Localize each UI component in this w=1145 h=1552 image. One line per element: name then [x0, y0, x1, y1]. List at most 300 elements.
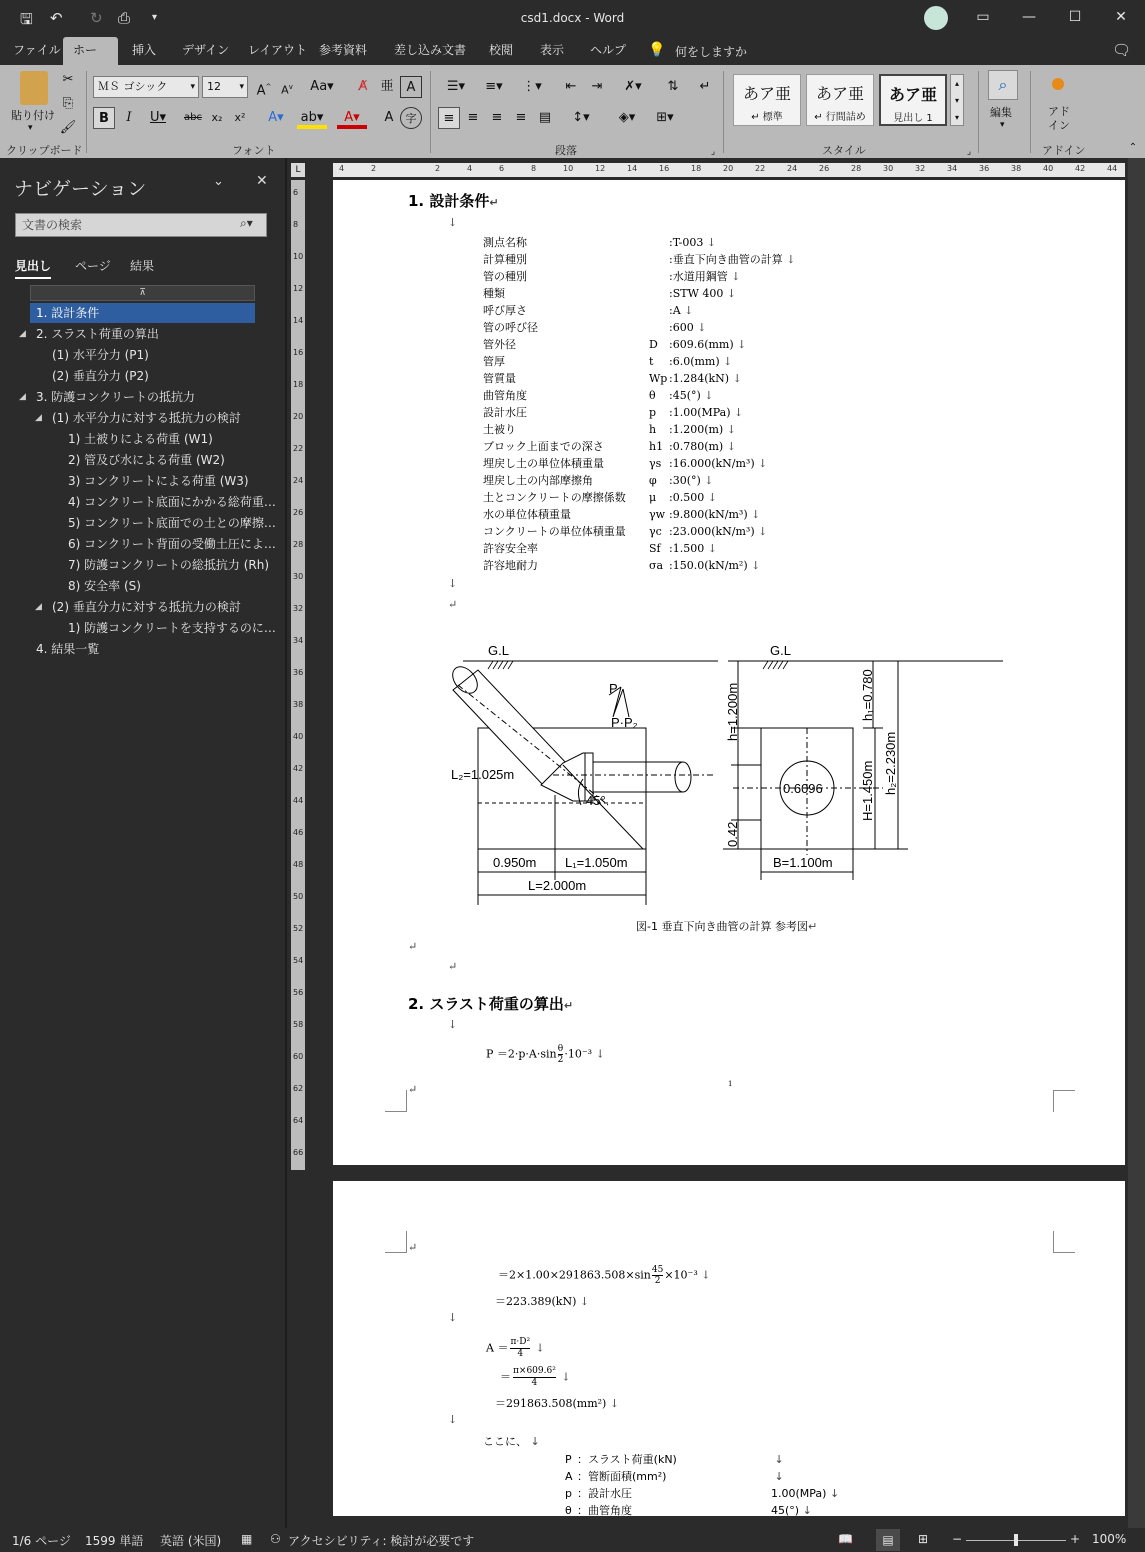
nav-options-icon[interactable]: ⌄	[213, 174, 224, 189]
web-layout-icon[interactable]: ⊞	[918, 1532, 929, 1546]
condition-value: :A	[669, 304, 681, 317]
pane-divider[interactable]	[285, 158, 287, 1528]
fraction-numerator: 45	[651, 1265, 664, 1275]
definition-row[interactable]	[565, 1468, 784, 1484]
line-spacing-icon[interactable]: ↕▾	[572, 110, 590, 125]
paragraph-mark: ↵	[448, 960, 458, 973]
thrust-formula[interactable]	[486, 1044, 605, 1065]
align-center-button[interactable]: ≡	[467, 110, 479, 125]
nav-item[interactable]: (1) 水平分力に対する抵抗力の検討	[52, 411, 241, 425]
condition-label: 管の種別	[483, 270, 527, 283]
font-color-icon[interactable]: A▾	[337, 107, 367, 129]
show-marks-icon[interactable]: ↵	[699, 79, 711, 94]
line-break-mark: ↓	[754, 457, 768, 470]
ruler-tick-label: 58	[293, 1020, 304, 1029]
area-result[interactable]	[495, 1395, 619, 1411]
ruler-tick-label: 32	[293, 604, 304, 613]
formula-line-2[interactable]	[495, 1293, 589, 1309]
character-border-icon[interactable]: A	[400, 76, 422, 98]
tab-home[interactable]: ホー	[63, 37, 118, 65]
line-break-mark: ↓	[826, 1487, 840, 1500]
collapse-caret-icon[interactable]: ◢	[19, 392, 26, 402]
sort-icon[interactable]: ⇅	[667, 79, 679, 94]
separator	[430, 71, 431, 153]
ruler-tick-label: 44	[1107, 164, 1118, 173]
document-page-2[interactable]	[333, 1181, 1125, 1516]
nav-tab-headings[interactable]: 見出し	[15, 257, 51, 279]
maximize-button[interactable]: ☐	[1068, 9, 1082, 25]
minimize-button[interactable]: —	[1022, 9, 1036, 25]
subscript-button[interactable]: x₂	[211, 111, 223, 124]
paragraph-launcher-icon[interactable]: ⌟	[710, 147, 716, 157]
align-right-button[interactable]: ≡	[491, 110, 503, 125]
undo-icon[interactable]: ↶	[50, 9, 63, 27]
definition-text: ：曲管角度	[577, 1504, 632, 1517]
phonetic-guide-icon[interactable]: 亜	[380, 79, 394, 94]
justify-button[interactable]: ≡	[515, 110, 527, 125]
collapse-caret-icon[interactable]: ◢	[19, 329, 26, 339]
line-break-mark: ↓	[557, 1370, 571, 1384]
condition-label: 土とコンクリートの摩擦係数	[483, 491, 626, 504]
line-break-mark: ↓	[723, 440, 736, 453]
line-break-mark: ↓	[592, 1047, 605, 1061]
formula-text: ＝291863.508(mm²)	[495, 1397, 607, 1410]
tell-me-search[interactable]: 何をしますか	[675, 45, 748, 59]
line-break-mark: ↓	[723, 287, 737, 300]
condition-row[interactable]	[483, 302, 693, 318]
condition-row[interactable]	[483, 523, 767, 539]
nav-item[interactable]: 1) 防護コンクリートを支持するのに…	[68, 621, 276, 635]
condition-value: :150.0(kN/m²)	[669, 559, 748, 572]
figure-caption[interactable]	[636, 918, 817, 934]
tab-file[interactable]: ファイル	[13, 43, 61, 57]
margin-corner	[385, 1231, 407, 1253]
condition-value: :0.500	[669, 491, 705, 504]
formula-line-1[interactable]	[498, 1265, 710, 1286]
condition-label: 埋戻し土の内部摩擦角	[483, 474, 593, 487]
condition-row[interactable]	[483, 540, 717, 556]
nav-item[interactable]: 2. スラスト荷重の算出	[36, 327, 159, 341]
text-effects-icon[interactable]: A▾	[268, 110, 284, 125]
condition-symbol: Wp	[649, 372, 668, 385]
formula-text: A ＝	[486, 1341, 509, 1355]
nav-item[interactable]: 3) コンクリートによる荷重 (W3)	[68, 474, 249, 488]
heading-text: 2. スラスト荷重の算出	[408, 995, 564, 1013]
condition-row[interactable]	[483, 472, 714, 488]
collapse-all-icon[interactable]: ⊼	[30, 285, 255, 301]
ribbon-display-icon[interactable]: ▭	[976, 9, 990, 25]
collapse-caret-icon[interactable]: ◢	[35, 413, 42, 423]
collapse-ribbon-icon[interactable]: ⌃	[1128, 142, 1138, 153]
ruler-tick-label: 26	[293, 508, 304, 517]
separator	[86, 71, 87, 153]
ruler-tick-label: 28	[851, 164, 862, 173]
font-name-select[interactable]	[93, 76, 199, 98]
gl-right-label: G.L	[770, 643, 791, 658]
condition-label: 許容安全率	[483, 542, 538, 555]
search-input[interactable]: 文書の検索	[15, 213, 267, 237]
style-no-spacing[interactable]	[806, 74, 874, 126]
condition-row[interactable]	[483, 285, 736, 301]
nav-item[interactable]: 1) 土被りによる荷重 (W1)	[68, 432, 213, 446]
ruler-tick-label: 48	[293, 860, 304, 869]
condition-label: 水の単位体積重量	[483, 508, 571, 521]
editing-button[interactable]: 編集	[990, 106, 1012, 119]
ruler-tick-label: 64	[293, 1116, 304, 1125]
navigation-pane	[0, 158, 285, 1528]
fraction-denominator: 4	[531, 1378, 538, 1388]
save-icon[interactable]: 🖫	[20, 10, 33, 28]
fraction-denominator: 2	[654, 1276, 661, 1286]
definition-row[interactable]	[565, 1485, 839, 1501]
line-break-mark: ↓	[448, 1413, 458, 1426]
underline-button[interactable]: U▾	[149, 110, 167, 125]
condition-symbol: μ	[649, 491, 657, 504]
tab-mailings[interactable]: 差し込み文書	[394, 43, 467, 57]
formula-fraction	[558, 1044, 564, 1065]
superscript-button[interactable]: x²	[234, 111, 246, 124]
condition-symbol: p	[649, 406, 657, 419]
ruler-tick-label: 20	[293, 412, 304, 421]
l-label: L=2.000m	[528, 878, 587, 893]
condition-row[interactable]	[483, 353, 732, 369]
line-break-mark: ↓	[704, 542, 717, 555]
customize-qat-icon[interactable]: ▾	[152, 12, 158, 23]
line-break-mark: ↓	[606, 1397, 620, 1410]
condition-row[interactable]	[483, 557, 760, 573]
nav-item[interactable]: 7) 防護コンクリートの総抵抗力 (Rh)	[68, 558, 270, 572]
clear-formatting-icon[interactable]: A̸	[358, 79, 368, 94]
condition-row[interactable]	[483, 319, 706, 335]
condition-row[interactable]	[483, 370, 742, 386]
page-count[interactable]: 1/6 ページ	[12, 1534, 71, 1548]
document-name: csd1.docx	[520, 11, 582, 25]
page-number: 1	[728, 1080, 733, 1088]
paste-icon[interactable]	[20, 71, 48, 105]
definition-text: ：スラスト荷重(kN)	[577, 1453, 677, 1466]
accessibility-status[interactable]: アクセシビリティ: 検討が必要です	[288, 1534, 475, 1548]
group-clipboard: クリップボード	[6, 144, 83, 157]
paragraph-mark: ↵	[408, 1241, 418, 1254]
separator	[723, 71, 724, 153]
h-label: h=1.200m	[725, 682, 740, 741]
line-break-mark: ↓	[782, 253, 796, 266]
avatar[interactable]	[924, 6, 948, 30]
condition-symbol: γs	[649, 457, 662, 470]
app-name: Word	[593, 11, 625, 25]
paste-button-label[interactable]: 貼り付け	[11, 109, 55, 122]
condition-label: 管の呼び径	[483, 321, 538, 334]
condition-label: 埋戻し土の単位体積重量	[483, 457, 604, 470]
ruler-tick-label: 30	[293, 572, 304, 581]
tab-selector[interactable]: L	[291, 163, 305, 177]
condition-label: 測点名称	[483, 236, 527, 249]
copy-icon[interactable]: ⎘	[62, 96, 74, 111]
print-preview-icon[interactable]: ⎙	[118, 9, 131, 27]
ruler-tick-label: 56	[293, 988, 304, 997]
zoom-level[interactable]: 100%	[1092, 1532, 1127, 1546]
condition-symbol: σa	[649, 559, 664, 572]
nav-item[interactable]: (2) 垂直分力 (P2)	[52, 369, 149, 383]
style-name: ↵ 標準	[751, 112, 783, 123]
ruler-tick-label: 14	[627, 164, 638, 173]
condition-row[interactable]	[483, 455, 767, 471]
tab-view[interactable]: 表示	[540, 43, 565, 57]
paste-dropdown-icon[interactable]: ▾	[28, 123, 33, 133]
heading-design-conditions[interactable]	[408, 190, 499, 211]
nav-item[interactable]: 5) コンクリート底面での土との摩擦…	[68, 516, 276, 530]
shading-icon[interactable]: ◈▾	[618, 110, 636, 125]
h1-label: h₁=0.780	[860, 669, 875, 721]
grow-font-icon[interactable]: A^	[256, 83, 272, 99]
ruler-tick-label: 44	[293, 796, 304, 805]
condition-row[interactable]	[483, 387, 714, 403]
change-case-icon[interactable]: Aa▾	[310, 79, 334, 94]
separator	[978, 71, 979, 153]
ruler-tick-label: 2	[435, 164, 441, 173]
ruler-tick-label: 16	[659, 164, 670, 173]
chevron-down-icon: ▾	[239, 82, 244, 92]
cut-icon[interactable]: ✂	[62, 72, 74, 87]
ruler-tick-label: 4	[467, 164, 473, 173]
paragraph-mark: ↵	[448, 598, 458, 611]
definition-symbol: θ	[565, 1504, 572, 1517]
tab-layout[interactable]: レイアウト	[248, 43, 308, 57]
tab-help[interactable]: ヘルプ	[590, 43, 627, 57]
ruler-tick-label: 60	[293, 1052, 304, 1061]
condition-row[interactable]	[483, 268, 740, 284]
word-count[interactable]: 1599 単語	[85, 1534, 144, 1548]
ruler-tick-label: 8	[293, 220, 299, 229]
ruler-tick-label: 6	[293, 188, 299, 197]
ruler-tick-label: 32	[915, 164, 926, 173]
definition-symbol: P	[565, 1453, 572, 1466]
line-break-mark: ↓	[700, 474, 714, 487]
nav-item[interactable]: 2) 管及び水による荷重 (W2)	[68, 453, 225, 467]
area-formula[interactable]	[486, 1337, 545, 1360]
ruler-tick-label: 6	[499, 164, 505, 173]
ruler-tick-label: 12	[595, 164, 606, 173]
horizontal-ruler[interactable]	[333, 163, 1125, 177]
bullets-icon[interactable]: ☰▾	[446, 79, 466, 94]
nav-item[interactable]: 4. 結果一覧	[36, 642, 100, 656]
width-label: 0.950m	[493, 855, 537, 870]
format-painter-icon[interactable]: 🖌	[59, 120, 77, 135]
formula-text: ＝	[500, 1370, 511, 1384]
styles-launcher-icon[interactable]: ⌟	[966, 147, 972, 157]
definition-row[interactable]	[565, 1451, 784, 1467]
style-normal[interactable]	[733, 74, 801, 126]
nav-tab-pages[interactable]: ページ	[75, 259, 111, 273]
formula-text: P ＝2·p·A·sin	[486, 1047, 557, 1061]
h2-label: h₂=2.230m	[883, 731, 898, 795]
condition-value: :1.500	[669, 542, 705, 555]
ruler-tick-label: 40	[293, 732, 304, 741]
line-break-mark: ↓	[532, 1341, 545, 1355]
addins-button[interactable]: アド イン	[1048, 105, 1070, 132]
fraction-numerator: θ	[557, 1044, 564, 1054]
condition-value: :23.000(kN/m³)	[669, 525, 755, 538]
collapse-caret-icon[interactable]: ◢	[35, 602, 42, 612]
definition-symbol: A	[565, 1470, 573, 1483]
ruler-tick-label: 34	[293, 636, 304, 645]
enclosed-character-icon[interactable]: 字	[400, 107, 422, 129]
fraction-numerator: π·D²	[510, 1337, 531, 1347]
heading-thrust-load[interactable]	[408, 993, 573, 1014]
nav-item[interactable]: 4) コンクリート底面にかかる総荷重…	[68, 495, 276, 509]
gl-left-label: G.L	[488, 643, 509, 658]
zoom-in-icon[interactable]: +	[1070, 1532, 1081, 1546]
nav-item[interactable]: 6) コンクリート背面の受働土圧によ…	[68, 537, 276, 551]
line-break-mark: ↓	[693, 321, 707, 334]
multilevel-list-icon[interactable]: ⋮▾	[522, 79, 542, 94]
condition-label: 管質量	[483, 372, 516, 385]
ribbon	[0, 65, 1145, 158]
enclose-character-icon[interactable]: A	[384, 110, 394, 125]
condition-symbol: γw	[649, 508, 665, 521]
margin-corner	[1053, 1090, 1075, 1112]
addins-icon[interactable]	[1052, 78, 1064, 90]
definition-row[interactable]	[565, 1502, 812, 1518]
text-direction-icon[interactable]: ✗▾	[624, 79, 642, 94]
bold-button[interactable]: B	[93, 107, 115, 129]
condition-label: 計算種別	[483, 253, 527, 266]
condition-row[interactable]	[483, 489, 717, 505]
condition-row[interactable]	[483, 421, 736, 437]
zoom-out-icon[interactable]: −	[952, 1532, 963, 1546]
formula-fraction	[513, 1366, 556, 1389]
condition-row[interactable]	[483, 251, 795, 267]
diameter-label: 0.6096	[783, 781, 823, 796]
distributed-button[interactable]: ▤	[538, 110, 552, 125]
style-name: 見出し 1	[893, 113, 933, 124]
line-break-mark: ↓	[576, 1295, 590, 1308]
close-button[interactable]: ✕	[1115, 9, 1127, 25]
ruler-tick-label: 42	[1075, 164, 1086, 173]
read-mode-icon[interactable]: 📖	[838, 1532, 853, 1546]
nav-item[interactable]: 8) 安全率 (S)	[68, 579, 141, 593]
condition-value: :STW 400	[669, 287, 724, 300]
strikethrough-button[interactable]: abc	[184, 112, 202, 123]
line-break-mark: ↓	[680, 304, 694, 317]
condition-symbol: h	[649, 423, 657, 436]
condition-value: :1.200(m)	[669, 423, 724, 436]
condition-label: 曲管角度	[483, 389, 527, 402]
condition-value: :1.284(kN)	[669, 372, 730, 385]
condition-row[interactable]	[483, 234, 716, 250]
style-heading1[interactable]	[879, 74, 947, 126]
highlight-color-icon[interactable]: ab▾	[297, 107, 327, 129]
font-size-select[interactable]	[202, 76, 248, 98]
tab-insert[interactable]: 挿入	[132, 43, 157, 57]
nav-tab-results[interactable]: 結果	[130, 259, 155, 273]
document-page-1[interactable]	[333, 180, 1125, 1165]
group-addins: アドイン	[1042, 144, 1086, 157]
accessibility-icon[interactable]: ⚇	[270, 1532, 281, 1546]
spellcheck-icon[interactable]: ▦	[241, 1532, 253, 1546]
condition-symbol: φ	[649, 474, 657, 487]
line-break-mark: ↓	[697, 1268, 711, 1282]
ruler-tick-label: 54	[293, 956, 304, 965]
tab-references[interactable]: 参考資料	[319, 43, 368, 57]
styles-scroll[interactable]: ▴ ▾ ▾	[950, 74, 964, 126]
condition-row[interactable]	[483, 438, 736, 454]
nav-item[interactable]: (1) 水平分力 (P1)	[52, 348, 149, 362]
condition-row[interactable]	[483, 404, 743, 420]
formula-tail: ×10⁻³	[664, 1268, 698, 1282]
tab-design[interactable]: デザイン	[182, 43, 230, 57]
definition-text: ：管断面積(mm²)	[577, 1470, 667, 1483]
shrink-font-icon[interactable]: $A^v$	[281, 83, 293, 97]
l2-label: L₂=1.025m	[451, 767, 515, 782]
condition-row[interactable]	[483, 506, 760, 522]
print-layout-icon[interactable]: ▤	[876, 1529, 900, 1551]
definition-value: 45(°)	[771, 1504, 800, 1517]
line-break-mark: ↓	[448, 577, 458, 590]
fraction-denominator: 4	[517, 1349, 524, 1359]
condition-value: :水道用鋼管	[669, 270, 728, 283]
paragraph-mark: ↵	[408, 940, 418, 953]
search-icon[interactable]: ⌕▾	[240, 216, 253, 230]
ruler-tick-label: 22	[755, 164, 766, 173]
nav-item[interactable]: (2) 垂直分力に対する抵抗力の検討	[52, 600, 241, 614]
condition-row[interactable]	[483, 336, 746, 352]
ruler-tick-label: 10	[293, 252, 304, 261]
condition-label: 土被り	[483, 423, 516, 436]
redo-icon[interactable]: ↻	[90, 9, 103, 27]
ruler-tick-label: 18	[293, 380, 304, 389]
condition-value: :600	[669, 321, 694, 334]
paragraph-mark: ↵	[807, 920, 818, 933]
style-name: ↵ 行間詰め	[814, 112, 866, 123]
definition-text: ：設計水圧	[577, 1487, 632, 1500]
area-formula-2[interactable]	[500, 1366, 571, 1389]
language[interactable]: 英語 (米国)	[160, 1534, 222, 1548]
italic-button[interactable]: I	[126, 110, 132, 125]
ruler-tick-label: 34	[947, 164, 958, 173]
borders-icon[interactable]: ⊞▾	[656, 110, 674, 125]
ruler-tick-label: 36	[293, 668, 304, 677]
condition-label: 設計水圧	[483, 406, 527, 419]
nav-item[interactable]: 1. 設計条件	[30, 303, 255, 323]
line-break-mark: ↓	[754, 525, 768, 538]
condition-label: 呼び厚さ	[483, 304, 527, 317]
close-icon[interactable]: ✕	[256, 173, 268, 189]
vertical-ruler[interactable]	[291, 180, 305, 1170]
comments-icon[interactable]: 🗨	[1112, 41, 1132, 59]
vertical-scrollbar[interactable]	[1128, 158, 1145, 1528]
increase-indent-icon[interactable]: ⇥	[591, 79, 603, 94]
ruler-tick-label: 52	[293, 924, 304, 933]
condition-value: :9.800(kN/m³)	[669, 508, 748, 521]
tab-review[interactable]: 校閲	[489, 43, 514, 57]
decrease-indent-icon[interactable]: ⇤	[565, 79, 577, 94]
align-left-button[interactable]: ≡	[438, 107, 460, 129]
nav-item[interactable]: 3. 防護コンクリートの抵抗力	[36, 390, 196, 404]
where-label[interactable]	[483, 1433, 540, 1449]
zoom-slider-thumb[interactable]	[1014, 1534, 1018, 1546]
ruler-tick-label: 12	[293, 284, 304, 293]
line-break-mark: ↓	[727, 270, 741, 283]
line-break-mark: ↓	[719, 355, 733, 368]
numbering-icon[interactable]: ≡▾	[485, 79, 503, 94]
line-break-mark: ↓	[747, 508, 761, 521]
line-break-mark: ↓	[704, 491, 717, 504]
search-icon[interactable]: ⌕	[988, 70, 1018, 100]
condition-value: :45(°)	[669, 389, 701, 402]
font-name-value: ＭＳ ゴシック	[98, 80, 168, 93]
definition-symbol: p	[565, 1487, 572, 1500]
